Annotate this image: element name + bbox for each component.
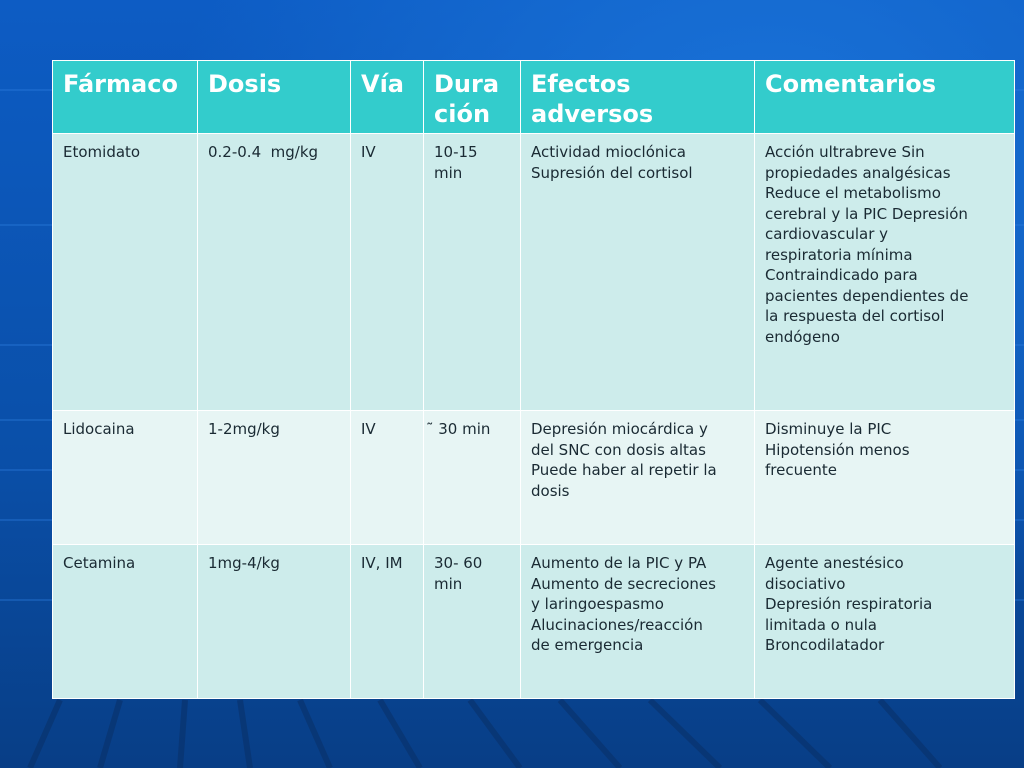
table-row [53,411,1015,545]
drug-comparison-table [52,60,1015,699]
header-comentarios: Comentarios [755,61,1015,134]
cell-duracion: 30- 60 min [424,545,521,699]
cell-dosis: 1-2mg/kg [198,411,351,545]
cell-dosis: 0.2-0.4 mg/kg [198,134,351,411]
table-row [53,545,1015,699]
header-via: Vía [351,61,424,134]
cell-duracion: ˜ 30 min [424,411,521,545]
cell-farmaco: Cetamina [53,545,198,699]
header-efectos-adversos: Efectos adversos [521,61,755,134]
table-row [53,134,1015,411]
cell-efectos: Actividad mioclónica Supresión del cortisol [521,134,755,411]
cell-comentarios: Acción ultrabreve Sin propiedades analgésicas Reduce el metabolismo cerebral y la PIC Depresión cardiovascular y respiratoria mínima Contraindicado para pacientes dependientes de la respuesta del cortisol endógeno [755,134,1015,411]
cell-via: IV [351,134,424,411]
cell-comentarios: Agente anestésico disociativo Depresión respiratoria limitada o nula Broncodilatador [755,545,1015,699]
cell-via: IV [351,411,424,545]
header-duracion: Dura ción [424,61,521,134]
cell-dosis: 1mg-4/kg [198,545,351,699]
cell-duracion: 10-15 min [424,134,521,411]
cell-comentarios: Disminuye la PIC Hipotensión menos frecuente [755,411,1015,545]
header-dosis: Dosis [198,61,351,134]
cell-efectos: Depresión miocárdica y del SNC con dosis altas Puede haber al repetir la dosis [521,411,755,545]
header-farmaco: Fármaco [53,61,198,134]
cell-farmaco: Etomidato [53,134,198,411]
header-row [53,61,1015,134]
cell-farmaco: Lidocaina [53,411,198,545]
cell-efectos: Aumento de la PIC y PA Aumento de secreciones y laringoespasmo Alucinaciones/reacción de emergencia [521,545,755,699]
cell-via: IV, IM [351,545,424,699]
